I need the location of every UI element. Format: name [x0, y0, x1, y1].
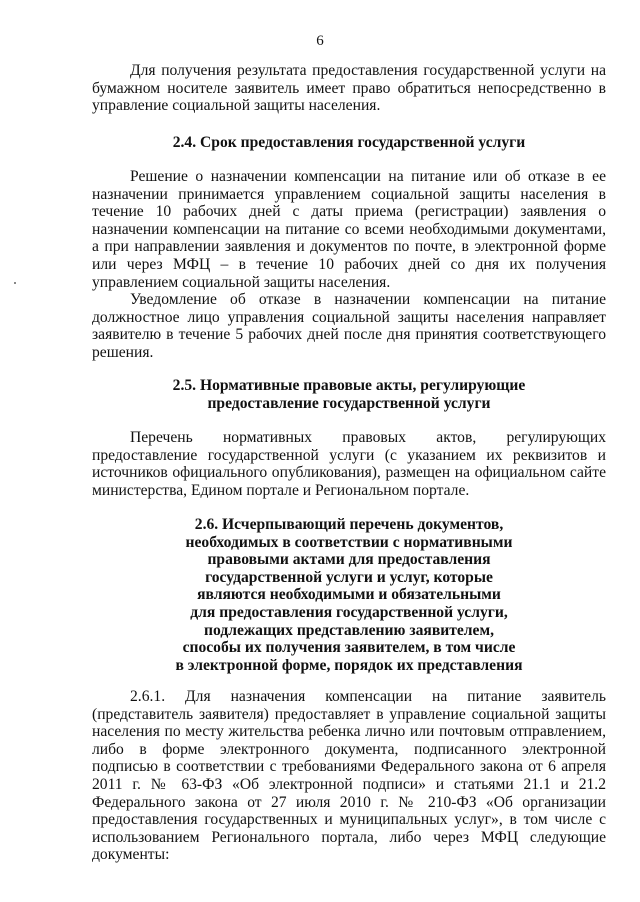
paragraph-text: Решение о назначении компенсации на питание или об отказе в ее назначении принимается управлением социальной защиты населения в течение 10 рабочих дней с даты приема (регистрации) заявления о назначении компенсации на питание со всеми необходимыми документами, а при направлении заявления и документов по почте, в электронной форме или через МФЦ – в течение 10 рабочих дней со дня их получения управлением социальной защиты населения.	[92, 168, 606, 291]
paragraph-legal-acts	[92, 429, 606, 499]
paragraph-refusal-notice	[92, 291, 606, 361]
page-number: 6	[316, 33, 324, 49]
heading-2-5	[92, 377, 606, 412]
heading-line: подлежащих представлению заявителем,	[203, 621, 494, 639]
heading-line: 2.5. Нормативные правовые акты, регулирующие	[172, 377, 526, 394]
heading-line: необходимых в соответствии с нормативными	[185, 533, 513, 551]
paragraph-2-6-1	[92, 688, 606, 864]
heading-line: предоставление государственной услуги	[207, 394, 491, 412]
heading-line: в электронной форме, порядок их представления	[175, 656, 523, 674]
heading-line: для предоставления государственной услуги,	[190, 603, 508, 621]
heading-line: способы их получения заявителем, в том числе	[182, 639, 516, 657]
heading-line: 2.4. Срок предоставления государственной услуги	[172, 134, 526, 151]
paragraph-result-paper	[92, 62, 606, 115]
paragraph-text: 2.6.1. Для назначения компенсации на питание заявитель (представитель заявителя) предоставляет в управление социальной защиты населения по месту жительства ребенка лично или почтовым отправлением, либо в форме электронного документа, подписанного электронной подписью в соответствии с требованиями Федерального закона от 6 апреля 2011 г. № 63-ФЗ «Об электронной подписи» и статьями 21.1 и 21.2 Федерального закона от 27 июля 2010 г. № 210-ФЗ «Об организации предоставления государственных и муниципальных услуг», в том числе с использованием Регионального портала, либо через МФЦ следующие документы:	[92, 688, 606, 864]
heading-line: являются необходимыми и обязательными	[197, 586, 501, 604]
paragraph-text: Уведомление об отказе в назначении компенсации на питание должностное лицо управления социальной защиты населения направляет заявителю в течение 5 рабочих дней после дня принятия соответствующего решения.	[92, 291, 606, 361]
paragraph-decision-term	[92, 168, 606, 291]
paragraph-text: Для получения результата предоставления государственной услуги на бумажном носителе заявитель имеет право обратиться непосредственно в управление социальной защиты населения.	[92, 62, 606, 115]
scan-speck	[14, 282, 16, 284]
heading-line: 2.6. Исчерпывающий перечень документов,	[194, 516, 504, 533]
heading-line: правовыми актами для предоставления	[207, 551, 491, 569]
heading-2-4	[92, 134, 606, 152]
paragraph-text: Перечень нормативных правовых актов, регулирующих предоставление государственной услуги (с указанием их реквизитов и источников официального опубликования), размещен на официальном сайте министерства, Едином портале и Региональном портале.	[92, 429, 606, 499]
heading-2-6	[92, 516, 606, 674]
heading-line: государственной услуги и услуг, которые	[205, 568, 493, 586]
